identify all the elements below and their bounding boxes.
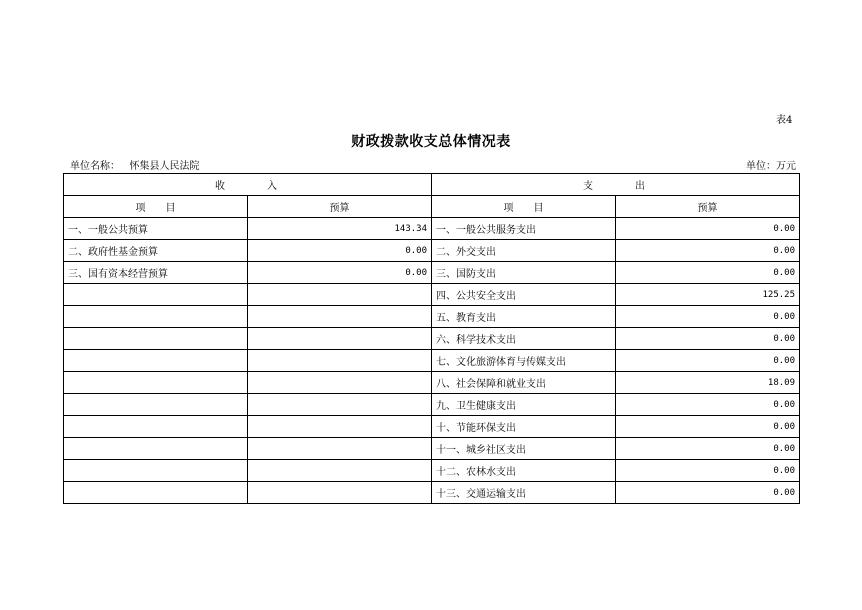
expense-budget-header: 预算 bbox=[616, 196, 800, 218]
unit-name-line bbox=[70, 157, 200, 172]
expense-budget-cell: 18.09 bbox=[616, 372, 800, 394]
income-item-cell: 三、国有资本经营预算 bbox=[64, 262, 248, 284]
income-item-cell bbox=[64, 482, 248, 504]
expense-item-cell: 七、文化旅游体育与传媒支出 bbox=[432, 350, 616, 372]
table-row bbox=[64, 284, 800, 306]
column-header-row bbox=[64, 196, 800, 218]
income-item-cell bbox=[64, 438, 248, 460]
budget-table-body bbox=[64, 174, 800, 504]
unit-name-label: 单位名称： bbox=[70, 161, 120, 172]
expense-budget-cell: 0.00 bbox=[616, 350, 800, 372]
expense-budget-cell: 0.00 bbox=[616, 460, 800, 482]
table-row bbox=[64, 416, 800, 438]
expense-item-cell: 十、节能环保支出 bbox=[432, 416, 616, 438]
income-budget-cell bbox=[248, 306, 432, 328]
table-number: 表4 bbox=[776, 115, 793, 126]
expense-budget-cell: 125.25 bbox=[616, 284, 800, 306]
income-budget-cell bbox=[248, 372, 432, 394]
expense-item-cell: 十二、农林水支出 bbox=[432, 460, 616, 482]
expense-budget-cell: 0.00 bbox=[616, 394, 800, 416]
income-budget-cell bbox=[248, 350, 432, 372]
income-item-cell bbox=[64, 284, 248, 306]
expense-budget-cell: 0.00 bbox=[616, 328, 800, 350]
income-item-cell bbox=[64, 416, 248, 438]
income-budget-cell bbox=[248, 460, 432, 482]
income-header: 收 入 bbox=[64, 174, 432, 196]
expense-budget-cell: 0.00 bbox=[616, 482, 800, 504]
income-budget-cell bbox=[248, 284, 432, 306]
expense-item-cell: 十三、交通运输支出 bbox=[432, 482, 616, 504]
expense-item-cell: 二、外交支出 bbox=[432, 240, 616, 262]
income-budget-cell bbox=[248, 416, 432, 438]
expense-item-cell: 八、社会保障和就业支出 bbox=[432, 372, 616, 394]
income-item-cell bbox=[64, 460, 248, 482]
budget-table bbox=[63, 173, 800, 504]
expense-budget-cell: 0.00 bbox=[616, 240, 800, 262]
page-title: 财政拨款收支总体情况表 bbox=[351, 134, 511, 150]
expense-item-cell: 三、国防支出 bbox=[432, 262, 616, 284]
income-item-cell bbox=[64, 394, 248, 416]
unit-name: 怀集县人民法院 bbox=[129, 161, 200, 172]
income-budget-cell bbox=[248, 394, 432, 416]
expense-item-cell: 四、公共安全支出 bbox=[432, 284, 616, 306]
income-budget-header: 预算 bbox=[248, 196, 432, 218]
expense-budget-cell: 0.00 bbox=[616, 306, 800, 328]
expense-budget-cell: 0.00 bbox=[616, 262, 800, 284]
expense-budget-cell: 0.00 bbox=[616, 416, 800, 438]
income-item-cell: 一、一般公共预算 bbox=[64, 218, 248, 240]
table-row bbox=[64, 240, 800, 262]
expense-item-header: 项 目 bbox=[432, 196, 616, 218]
table-row bbox=[64, 328, 800, 350]
currency-unit: 单位：万元 bbox=[746, 161, 796, 172]
table-row bbox=[64, 372, 800, 394]
section-header-row bbox=[64, 174, 800, 196]
income-budget-cell bbox=[248, 482, 432, 504]
table-row bbox=[64, 350, 800, 372]
table-row bbox=[64, 306, 800, 328]
income-item-cell bbox=[64, 350, 248, 372]
expense-item-cell: 九、卫生健康支出 bbox=[432, 394, 616, 416]
table-row bbox=[64, 262, 800, 284]
expense-header: 支 出 bbox=[432, 174, 800, 196]
income-budget-cell bbox=[248, 328, 432, 350]
income-item-cell: 二、政府性基金预算 bbox=[64, 240, 248, 262]
income-budget-cell: 143.34 bbox=[248, 218, 432, 240]
table-row bbox=[64, 438, 800, 460]
table-row bbox=[64, 218, 800, 240]
income-item-cell bbox=[64, 328, 248, 350]
income-item-header: 项 目 bbox=[64, 196, 248, 218]
expense-item-cell: 十一、城乡社区支出 bbox=[432, 438, 616, 460]
income-budget-cell: 0.00 bbox=[248, 240, 432, 262]
expense-item-cell: 一、一般公共服务支出 bbox=[432, 218, 616, 240]
income-item-cell bbox=[64, 372, 248, 394]
table-row bbox=[64, 394, 800, 416]
expense-item-cell: 五、教育支出 bbox=[432, 306, 616, 328]
income-item-cell bbox=[64, 306, 248, 328]
expense-item-cell: 六、科学技术支出 bbox=[432, 328, 616, 350]
table-row bbox=[64, 460, 800, 482]
expense-budget-cell: 0.00 bbox=[616, 218, 800, 240]
expense-budget-cell: 0.00 bbox=[616, 438, 800, 460]
table-row bbox=[64, 482, 800, 504]
income-budget-cell bbox=[248, 438, 432, 460]
income-budget-cell: 0.00 bbox=[248, 262, 432, 284]
